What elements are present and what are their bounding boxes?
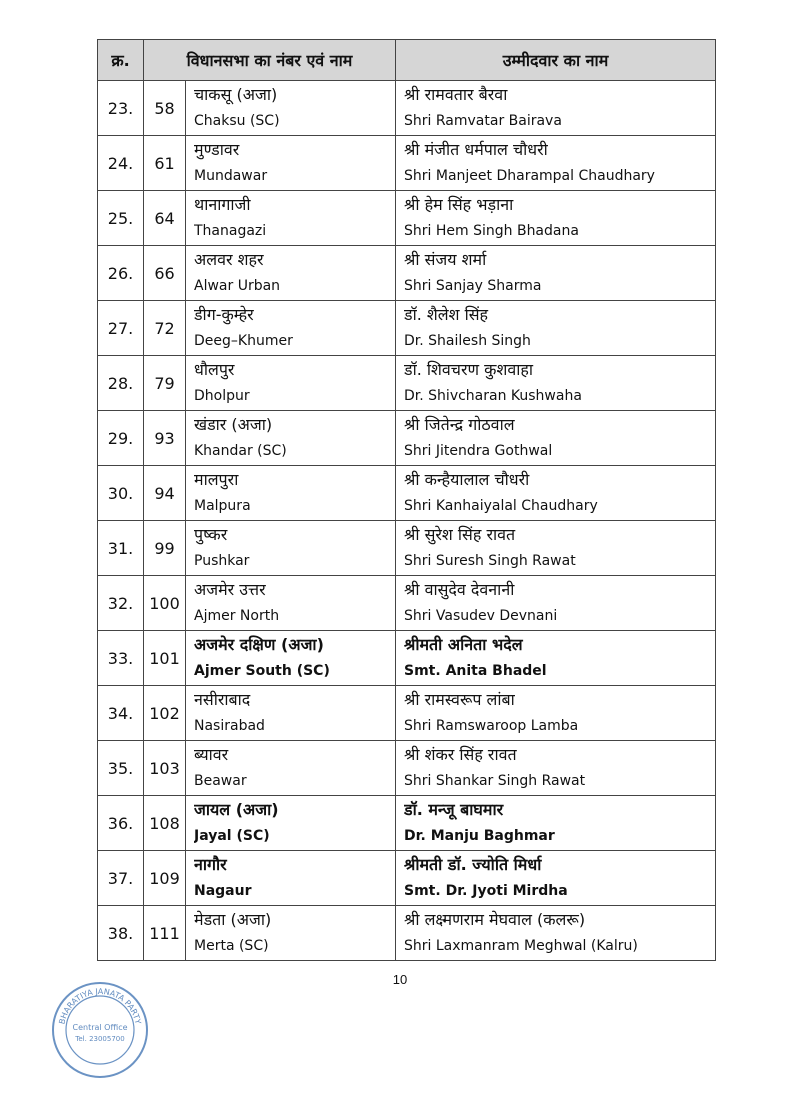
serial-number: 36. [98,796,144,851]
candidate-name-hindi: श्री कन्हैयालाल चौधरी [404,470,530,489]
constituency-name-hindi: मेडता (अजा) [194,910,272,929]
candidate-name-hindi: श्री लक्ष्मणराम मेघवाल (कलरू) [404,910,586,929]
constituency-number: 93 [144,411,186,466]
constituency-number: 103 [144,741,186,796]
constituency-name-english: Jayal (SC) [194,828,270,844]
table-body [98,81,716,961]
candidate-cell [396,686,716,741]
constituency-name-english: Pushkar [194,553,250,569]
candidate-name-english: Shri Vasudev Devnani [404,608,558,624]
table-row [98,521,716,576]
serial-number: 30. [98,466,144,521]
constituency-cell [186,631,396,686]
candidate-name-english: Dr. Manju Baghmar [404,828,555,844]
candidate-name-hindi: श्री सुरेश सिंह रावत [404,525,516,544]
constituency-name-english: Ajmer North [194,608,280,624]
candidate-name-hindi: श्री रामस्वरूप लांबा [404,690,515,709]
page-number: 10 [392,972,408,987]
constituency-cell [186,741,396,796]
constituency-cell [186,301,396,356]
table-row [98,851,716,906]
constituency-cell [186,191,396,246]
constituency-name-hindi: धौलपुर [194,360,235,379]
candidate-name-english: Shri Laxmanram Meghwal (Kalru) [404,938,638,954]
constituency-number: 100 [144,576,186,631]
table-row [98,741,716,796]
table-row [98,466,716,521]
serial-number: 24. [98,136,144,191]
table-header-row [98,40,716,81]
table-row [98,301,716,356]
constituency-cell [186,521,396,576]
constituency-number: 102 [144,686,186,741]
candidate-cell [396,356,716,411]
candidate-name-english: Shri Kanhaiyalal Chaudhary [404,498,598,514]
serial-number: 26. [98,246,144,301]
serial-number: 25. [98,191,144,246]
serial-number: 28. [98,356,144,411]
candidate-name-english: Shri Sanjay Sharma [404,278,542,294]
constituency-cell [186,686,396,741]
constituency-cell [186,356,396,411]
constituency-name-hindi: अजमेर उत्तर [194,580,266,599]
constituency-name-english: Deeg–Khumer [194,333,293,349]
candidate-cell [396,191,716,246]
candidate-name-hindi: श्री रामवतार बैरवा [404,85,508,104]
constituency-name-hindi: अलवर शहर [194,250,264,269]
constituency-cell [186,796,396,851]
table-row [98,411,716,466]
constituency-name-english: Ajmer South (SC) [194,663,330,679]
constituency-number: 58 [144,81,186,136]
candidate-name-english: Shri Manjeet Dharampal Chaudhary [404,168,655,184]
constituency-number: 94 [144,466,186,521]
constituency-name-hindi: जायल (अजा) [194,800,279,819]
candidate-name-hindi: श्री मंजीत धर्मपाल चौधरी [404,140,548,159]
constituency-cell [186,411,396,466]
constituency-number: 72 [144,301,186,356]
candidate-name-hindi: डॉ. मन्जू बाघमार [404,800,504,819]
header-serial: क्र. [98,40,144,81]
constituency-name-english: Nagaur [194,883,252,899]
svg-text:Tel. 23005700: Tel. 23005700 [75,1035,125,1043]
candidate-name-english: Dr. Shivcharan Kushwaha [404,388,582,404]
party-seal-stamp [50,980,150,1080]
header-constituency: विधानसभा का नंबर एवं नाम [144,40,396,81]
candidate-name-hindi: श्री वासुदेव देवनानी [404,580,515,599]
constituency-cell [186,246,396,301]
constituency-cell [186,136,396,191]
candidate-name-english: Dr. Shailesh Singh [404,333,531,349]
constituency-number: 64 [144,191,186,246]
candidate-table [97,39,716,961]
serial-number: 38. [98,906,144,961]
constituency-name-english: Chaksu (SC) [194,113,280,129]
candidate-cell [396,136,716,191]
table-row [98,576,716,631]
candidate-name-hindi: श्री हेम सिंह भड़ाना [404,195,514,214]
serial-number: 34. [98,686,144,741]
candidate-cell [396,576,716,631]
candidate-name-english: Shri Shankar Singh Rawat [404,773,586,789]
constituency-name-english: Merta (SC) [194,938,269,954]
constituency-name-hindi: अजमेर दक्षिण (अजा) [194,635,324,654]
table-row [98,191,716,246]
serial-number: 33. [98,631,144,686]
constituency-cell [186,466,396,521]
candidate-cell [396,301,716,356]
serial-number: 29. [98,411,144,466]
serial-number: 27. [98,301,144,356]
constituency-cell [186,906,396,961]
serial-number: 37. [98,851,144,906]
constituency-name-hindi: ब्यावर [194,745,229,764]
constituency-name-english: Beawar [194,773,247,789]
candidate-name-english: Smt. Anita Bhadel [404,663,547,679]
candidate-cell [396,521,716,576]
table-row [98,81,716,136]
constituency-name-hindi: मालपुरा [194,470,239,489]
constituency-name-english: Dholpur [194,388,250,404]
constituency-name-hindi: नसीराबाद [194,690,251,709]
candidate-name-hindi: श्री जितेन्द्र गोठवाल [404,415,515,434]
constituency-name-hindi: चाकसू (अजा) [194,85,278,104]
constituency-name-hindi: मुण्डावर [194,140,240,159]
constituency-number: 111 [144,906,186,961]
constituency-name-english: Malpura [194,498,251,514]
constituency-name-hindi: खंडार (अजा) [194,415,273,434]
constituency-cell [186,576,396,631]
candidate-name-english: Shri Suresh Singh Rawat [404,553,576,569]
candidate-name-english: Shri Ramvatar Bairava [404,113,562,129]
constituency-number: 61 [144,136,186,191]
candidate-cell [396,466,716,521]
constituency-name-hindi: पुष्कर [194,525,228,544]
candidate-cell [396,851,716,906]
constituency-name-english: Thanagazi [194,223,267,239]
candidate-cell [396,246,716,301]
table-row [98,631,716,686]
table-row [98,906,716,961]
candidate-cell [396,796,716,851]
constituency-number: 99 [144,521,186,576]
candidate-name-hindi: श्री संजय शर्मा [404,250,487,269]
constituency-name-english: Alwar Urban [194,278,281,294]
constituency-name-hindi: नागौर [194,855,227,874]
candidate-name-hindi: श्री शंकर सिंह रावत [404,745,517,764]
candidate-cell [396,741,716,796]
table-row [98,356,716,411]
constituency-name-english: Khandar (SC) [194,443,287,459]
table-row [98,796,716,851]
constituency-cell [186,81,396,136]
constituency-name-hindi: थानागाजी [194,195,251,214]
constituency-number: 79 [144,356,186,411]
candidate-name-english: Smt. Dr. Jyoti Mirdha [404,883,568,899]
candidate-name-hindi: श्रीमती डॉ. ज्योति मिर्धा [404,855,542,874]
constituency-number: 101 [144,631,186,686]
candidate-name-english: Shri Jitendra Gothwal [404,443,553,459]
svg-text:Central Office: Central Office [72,1023,128,1032]
constituency-number: 108 [144,796,186,851]
constituency-name-hindi: डीग-कुम्हेर [194,305,254,324]
candidate-name-hindi: डॉ. शैलेश सिंह [404,305,489,324]
serial-number: 35. [98,741,144,796]
constituency-name-english: Mundawar [194,168,268,184]
table-row [98,136,716,191]
candidate-name-english: Shri Ramswaroop Lamba [404,718,579,734]
constituency-cell [186,851,396,906]
candidate-cell [396,631,716,686]
candidate-name-english: Shri Hem Singh Bhadana [404,223,579,239]
serial-number: 32. [98,576,144,631]
constituency-number: 66 [144,246,186,301]
serial-number: 23. [98,81,144,136]
candidate-cell [396,411,716,466]
table-row [98,686,716,741]
candidate-cell [396,81,716,136]
header-candidate: उम्मीदवार का नाम [396,40,716,81]
constituency-number: 109 [144,851,186,906]
candidate-cell [396,906,716,961]
table-row [98,246,716,301]
serial-number: 31. [98,521,144,576]
svg-text:BHARATIYA JANATA PARTY: BHARATIYA JANATA PARTY [57,986,143,1026]
constituency-name-english: Nasirabad [194,718,265,734]
candidate-name-hindi: डॉ. शिवचरण कुशवाहा [404,360,534,379]
candidate-name-hindi: श्रीमती अनिता भदेल [404,635,523,654]
